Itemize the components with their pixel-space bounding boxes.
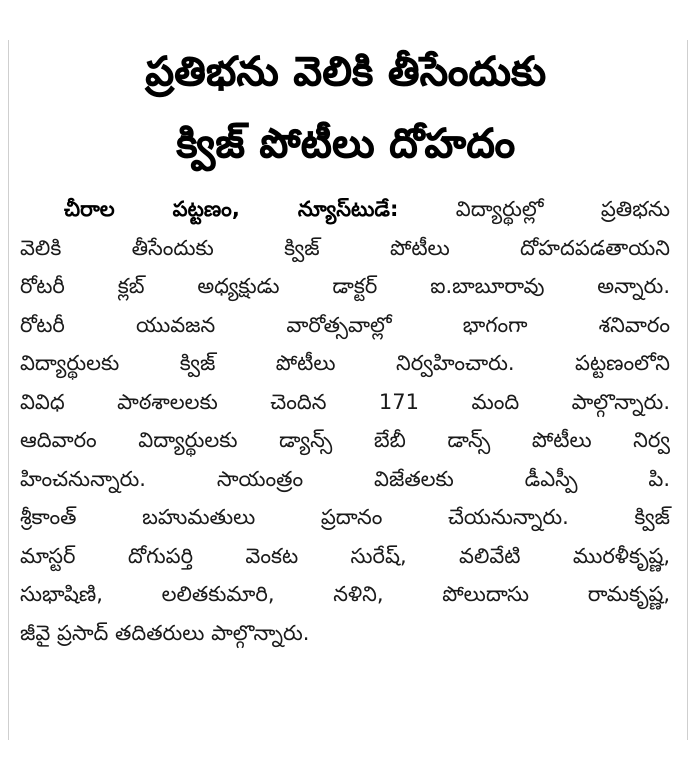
headline-line-1: ప్రతిభను వెలికి తీసేందుకు [145,49,547,95]
article-line-4: రోటరీ యువజన వారోత్సవాల్లో భాగంగా శనివారం [20,312,670,337]
article-line-7: ఆదివారం విద్యార్థులకు డ్యాన్స్ బేబీ డాన్స్ పోటీలు నిర్వ [20,428,670,452]
article-line-2: వెలికి తీసేందుకు క్విజ్ పోటీలు దోహదపడతాయని [20,235,670,260]
headline [40,36,652,180]
article-line-3: రోటరీ క్లబ్ అధ్యక్షుడు డాక్టర్ ఐ.బాబూరావు అన్నారు. [20,274,670,298]
article-line-5: విద్యార్థులకు క్విజ్ పోటీలు నిర్వహించారు. పట్టణంలోని [20,351,670,375]
right-column-rule [687,40,688,740]
article-line-1-text: విద్యార్థుల్లో ప్రతిభను [398,197,670,221]
article-body [20,190,670,652]
article-line-8: హించనున్నారు. సాయంత్రం విజేతలకు డీఎస్పీ పి. [20,466,670,491]
headline-line-2: క్విజ్ పోటీలు దోహదం [176,121,516,167]
article-line-9: శ్రీకాంత్ బహుమతులు ప్రదానం చేయనున్నారు. క్విజ్ [20,505,670,529]
article-line-12: జీవై ప్రసాద్ తదితరులు పాల్గొన్నారు. [20,620,310,645]
dateline: చీరాల పట్టణం, న్యూస్‌టుడే: [64,197,399,221]
article-line-6: వివిధ పాఠశాలలకు చెందిన 171 మంది పాల్గొన్నారు. [20,389,670,414]
article-line-10: మాస్టర్ దోగుపర్తి వెంకట సురేష్, వలివేటి మురళీకృష్ణ, [20,543,670,568]
article-line-11: సుభాషిణి, లలితకుమారి, నళిని, పోలుదాసు రామకృష్ణ, [20,582,670,606]
left-column-rule [8,40,9,740]
article-line-1 [20,190,670,229]
